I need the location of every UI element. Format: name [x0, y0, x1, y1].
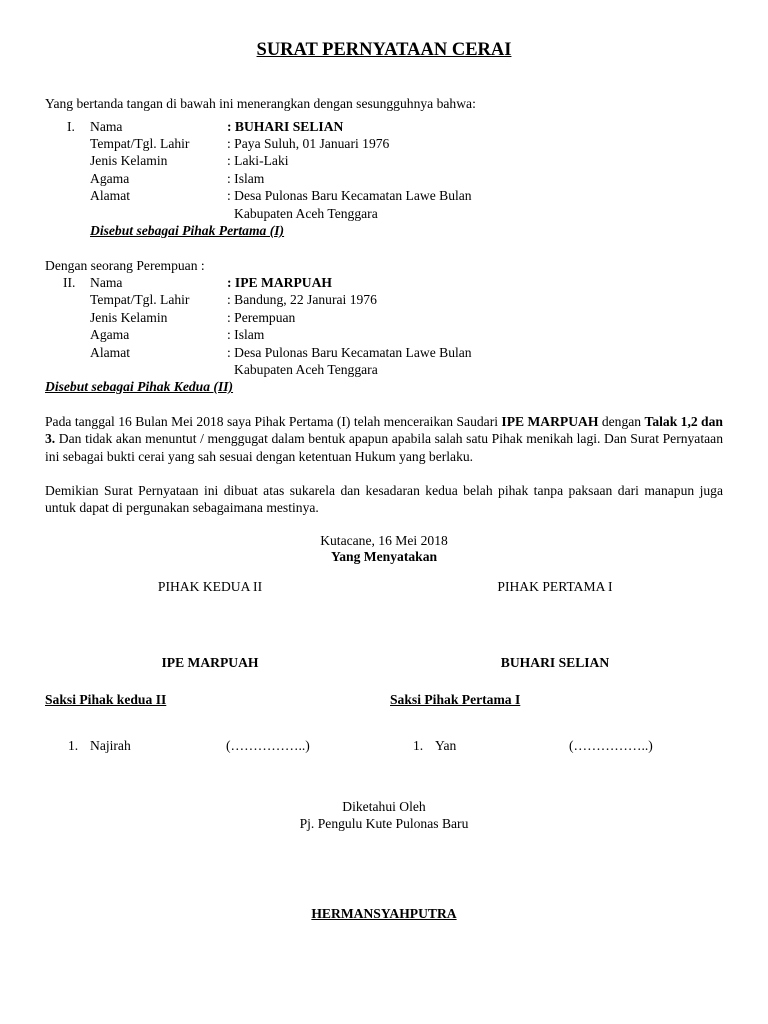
party-two-name-value: : IPE MARPUAH: [227, 275, 332, 290]
left-witness-signature: (……………..): [226, 738, 310, 753]
acknowledger-name: HERMANSYAHPUTRA: [311, 906, 457, 921]
acknowledged-line2: Pj. Pengulu Kute Pulonas Baru: [299, 816, 469, 831]
statement-talak: Talak 1,2 dan 3.: [45, 414, 723, 447]
party-two-designation: Disebut sebagai Pihak Kedua (II): [45, 379, 234, 394]
party-two-religion-label: Agama: [90, 327, 130, 342]
right-witness-name: Yan: [435, 738, 457, 753]
place-date: Kutacane, 16 Mei 2018: [320, 533, 448, 548]
statement-part2: dengan: [598, 414, 645, 429]
party-one-gender-value: : Laki-Laki: [227, 153, 289, 168]
right-signatory-role: PIHAK PERTAMA I: [497, 579, 613, 594]
party-one-religion-label: Agama: [90, 171, 130, 186]
party-one-address-value: : Desa Pulonas Baru Kecamatan Lawe Bulan: [227, 188, 472, 203]
closing-paragraph: Demikian Surat Pernyataan ini dibuat atas sukarela dan kesadaran kedua belah pihak tanpa paksaan dari manapun juga untuk dapat di pergunakan sebagaimana mestinya.: [45, 483, 723, 516]
party-two-address-line2: Kabupaten Aceh Tenggara: [234, 362, 378, 377]
right-witness-number: 1.: [413, 738, 424, 753]
party-two-birth-value: : Bandung, 22 Janurai 1976: [227, 292, 377, 307]
left-signatory-role: PIHAK KEDUA II: [157, 579, 263, 594]
party-two-name-label: Nama: [90, 275, 123, 290]
party-one-name-value: : BUHARI SELIAN: [227, 119, 344, 134]
party-one-name-label: Nama: [90, 119, 123, 134]
party-one-address-line2: Kabupaten Aceh Tenggara: [234, 206, 378, 221]
statement-part1: Pada tanggal 16 Bulan Mei 2018 saya Pihak Pertama (I) telah menceraikan Saudari: [45, 414, 502, 429]
left-signatory-name: IPE MARPUAH: [161, 655, 259, 670]
party-two-birth-label: Tempat/Tgl. Lahir: [90, 292, 190, 307]
party-two-address-value: : Desa Pulonas Baru Kecamatan Lawe Bulan: [227, 345, 472, 360]
right-witness-heading: Saksi Pihak Pertama I: [390, 692, 521, 707]
document-title: SURAT PERNYATAAN CERAI: [256, 40, 512, 60]
party-one-designation: Disebut sebagai Pihak Pertama (I): [90, 223, 285, 238]
left-witness-heading: Saksi Pihak kedua II: [45, 692, 167, 707]
statement-wife-name: IPE MARPUAH: [501, 414, 599, 429]
left-witness-name: Najirah: [90, 738, 131, 753]
declarant-heading: Yang Menyatakan: [330, 549, 438, 564]
party-one-address-label: Alamat: [90, 188, 131, 203]
right-witness-signature: (……………..): [569, 738, 653, 753]
party-two-gender-value: : Perempuan: [227, 310, 296, 325]
party-one-number: I.: [67, 119, 75, 134]
left-witness-number: 1.: [68, 738, 79, 753]
statement-part3: Dan tidak akan menuntut / menggugat dalam bentuk apapun apabila salah satu Pihak menikah lagi. Dan Surat Pernyataan ini sebagai bukti cerai yang sah sesuai dengan ketentuan Hukum yang berlaku.: [45, 431, 723, 464]
party-two-number: II.: [63, 275, 76, 290]
party-one-religion-value: : Islam: [227, 171, 265, 186]
party-two-intro: Dengan seorang Perempuan :: [45, 258, 205, 273]
intro-text: Yang bertanda tangan di bawah ini menerangkan dengan sesungguhnya bahwa:: [45, 96, 476, 111]
party-two-gender-label: Jenis Kelamin: [90, 310, 168, 325]
statement-paragraph: [45, 413, 723, 465]
party-two-address-label: Alamat: [90, 345, 131, 360]
right-signatory-name: BUHARI SELIAN: [500, 655, 610, 670]
acknowledged-line1: Diketahui Oleh: [342, 799, 426, 814]
party-one-gender-label: Jenis Kelamin: [90, 153, 168, 168]
party-one-birth-value: : Paya Suluh, 01 Januari 1976: [227, 136, 390, 151]
party-two-religion-value: : Islam: [227, 327, 265, 342]
party-one-birth-label: Tempat/Tgl. Lahir: [90, 136, 190, 151]
